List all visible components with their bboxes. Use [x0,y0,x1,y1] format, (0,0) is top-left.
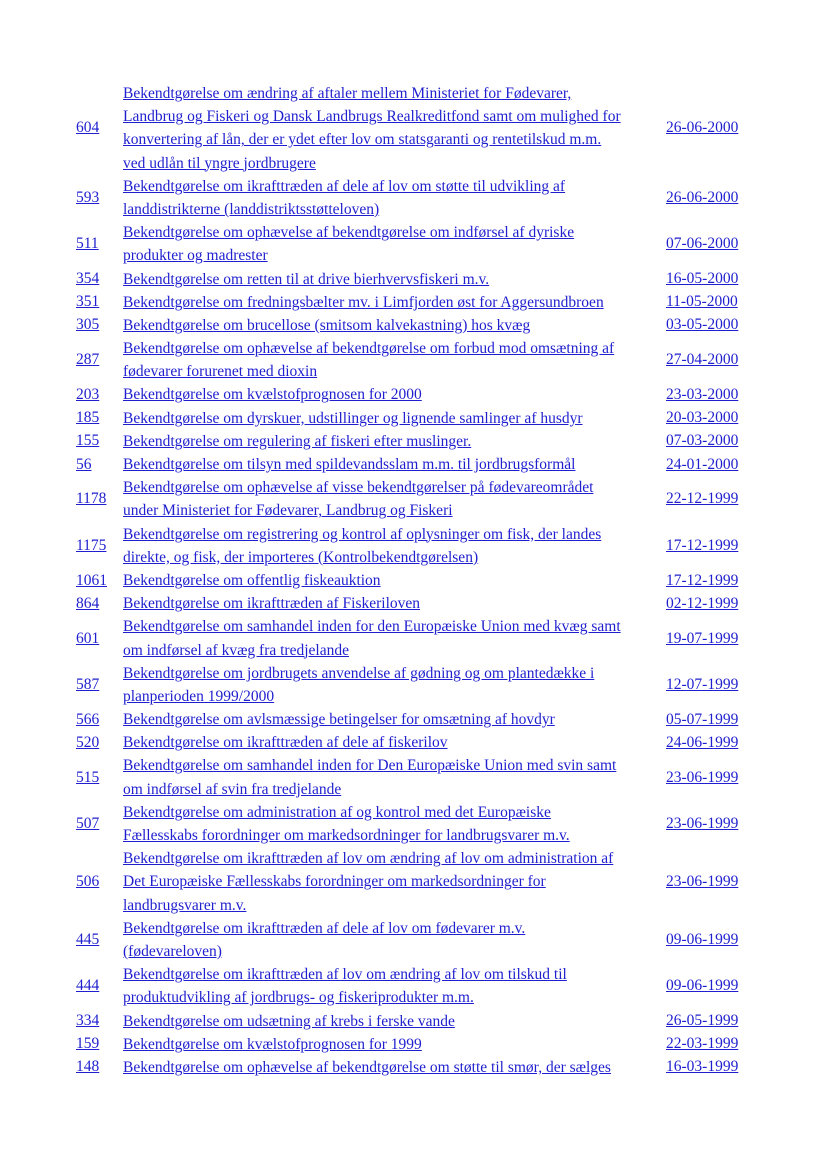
document-date-link[interactable]: 05-07-1999 [666,710,739,728]
list-item [76,801,750,847]
number-cell [76,1035,123,1053]
title-cell [123,917,666,963]
title-cell [123,754,666,800]
document-date-link[interactable]: 16-03-1999 [666,1058,739,1076]
number-cell [76,432,123,450]
document-number-link[interactable]: 506 [76,872,100,890]
document-title-link-line[interactable]: Bekendtgørelse om fredningsbælter mv. i Limfjorden øst for Aggersundbroen [123,293,604,311]
document-number-link[interactable]: 334 [76,1012,100,1030]
list-item [76,268,750,291]
document-date-link[interactable]: 12-07-1999 [666,675,739,693]
date-cell [666,873,750,891]
number-cell [76,456,123,474]
list-item [76,314,750,337]
title-cell [123,1033,666,1056]
document-number-link[interactable]: 444 [76,977,100,995]
document-date-link[interactable]: 19-07-1999 [666,629,739,647]
title-cell [123,1010,666,1033]
number-cell [76,815,123,833]
document-number-link[interactable]: 511 [76,235,99,253]
date-cell [666,1035,750,1053]
document-number-link[interactable]: 1178 [76,490,107,508]
document-date-link[interactable]: 09-06-1999 [666,977,739,995]
document-number-link[interactable]: 601 [76,629,100,647]
document-date-link[interactable]: 16-05-2000 [666,270,739,288]
document-date-link[interactable]: 20-03-2000 [666,409,739,427]
date-cell [666,432,750,450]
title-cell [123,314,666,337]
number-cell [76,873,123,891]
document-number-link[interactable]: 520 [76,733,100,751]
date-cell [666,409,750,427]
document-title-link-line[interactable]: ved udlån til yngre jordbrugere [123,154,316,172]
list-item [76,1056,750,1079]
document-title-link-line[interactable]: fødevarer forurenet med dioxin [123,363,318,381]
document-date-link[interactable]: 23-06-1999 [666,768,739,786]
document-title-link-line[interactable]: om indførsel af kvæg fra tredjelande [123,641,349,659]
title-cell [123,337,666,383]
title-cell [123,82,666,175]
document-number-link[interactable]: 566 [76,710,100,728]
document-date-link[interactable]: 09-06-1999 [666,930,739,948]
title-cell [123,453,666,476]
document-number-link[interactable]: 185 [76,409,100,427]
document-title-link-line[interactable]: Bekendtgørelse om administration af og kontrol med det Europæiske [123,803,551,821]
document-title-link-line[interactable]: Bekendtgørelse om ophævelse af bekendtgørelse om indførsel af dyriske [123,224,575,242]
document-number-link[interactable]: 445 [76,930,100,948]
title-cell [123,383,666,406]
number-cell [76,119,123,137]
date-cell [666,734,750,752]
date-cell [666,769,750,787]
document-title-link-line[interactable]: direkte, og fisk, der importeres (Kontrolbekendtgørelsen) [123,548,479,566]
date-cell [666,572,750,590]
list-item [76,430,750,453]
document-date-link[interactable]: 23-06-1999 [666,872,739,890]
document-list [76,82,750,1079]
date-cell [666,119,750,137]
date-cell [666,815,750,833]
date-cell [666,1058,750,1076]
document-title-link-line[interactable]: planperioden 1999/2000 [123,687,275,705]
document-title-link-line[interactable]: Bekendtgørelse om kvælstofprognosen for 1999 [123,1035,422,1053]
list-item [76,708,750,731]
document-date-link[interactable]: 22-12-1999 [666,490,739,508]
document-date-link[interactable]: 26-06-2000 [666,119,739,137]
list-item [76,453,750,476]
document-title-link-line[interactable]: (fødevareloven) [123,942,222,960]
document-date-link[interactable]: 22-03-1999 [666,1035,739,1053]
number-cell [76,931,123,949]
date-cell [666,189,750,207]
date-cell [666,456,750,474]
document-title-link-line[interactable]: Bekendtgørelse om ikrafttræden af lov om ændring af lov om tilskud til [123,966,567,984]
document-title-link-line[interactable]: landdistrikterne (landdistriktsstøtteloven) [123,200,380,218]
number-cell [76,537,123,555]
title-cell [123,731,666,754]
title-cell [123,708,666,731]
document-date-link[interactable]: 11-05-2000 [666,293,738,311]
date-cell [666,977,750,995]
document-date-link[interactable]: 03-05-2000 [666,316,739,334]
title-cell [123,801,666,847]
number-cell [76,270,123,288]
title-cell [123,662,666,708]
number-cell [76,1012,123,1030]
document-date-link[interactable]: 27-04-2000 [666,351,739,369]
document-number-link[interactable]: 1061 [76,571,107,589]
document-number-link[interactable]: 604 [76,119,100,137]
title-cell [123,1056,666,1079]
date-cell [666,351,750,369]
date-cell [666,595,750,613]
document-title-link-line[interactable]: Bekendtgørelse om ikrafttræden af dele af fiskerilov [123,734,448,752]
document-title-link-line[interactable]: Bekendtgørelse om tilsyn med spildevandsslam m.m. til jordbrugsformål [123,456,576,473]
number-cell [76,386,123,404]
document-title-link-line[interactable]: Bekendtgørelse om ophævelse af bekendtgørelse om forbud mod omsætning af [123,340,615,358]
list-item [76,291,750,314]
document-title-link-line[interactable]: Landbrug og Fiskeri og Dansk Landbrugs Realkreditfond samt om mulighed for [123,108,621,126]
document-date-link[interactable]: 26-05-1999 [666,1012,739,1030]
document-number-link[interactable]: 507 [76,815,100,832]
document-date-link[interactable]: 02-12-1999 [666,594,739,612]
document-title-link-line[interactable]: Fællesskabs forordninger om markedsordninger for landbrugsvarer m.v. [123,827,570,844]
title-cell [123,407,666,430]
title-cell [123,523,666,569]
document-date-link[interactable]: 07-06-2000 [666,235,739,253]
document-date-link[interactable]: 17-12-1999 [666,536,739,554]
document-date-link[interactable]: 17-12-1999 [666,571,739,589]
list-item [76,523,750,569]
list-item [76,175,750,221]
document-title-link-line[interactable]: Bekendtgørelse om ophævelse af bekendtgørelse om støtte til smør, der sælges [123,1058,611,1076]
document-title-link-line[interactable]: landbrugsvarer m.v. [123,896,247,914]
date-cell [666,293,750,311]
document-title-link-line[interactable]: Bekendtgørelse om ikrafttræden af dele af lov om fødevarer m.v. [123,919,526,937]
date-cell [666,490,750,508]
document-title-link-line[interactable]: under Ministeriet for Fødevarer, Landbrug og Fiskeri [123,502,453,520]
document-number-link[interactable]: 305 [76,316,100,334]
document-date-link[interactable]: 26-06-2000 [666,188,739,206]
date-cell [666,270,750,288]
document-number-link[interactable]: 56 [76,455,92,473]
document-number-link[interactable]: 159 [76,1035,100,1053]
document-title-link-line[interactable]: Bekendtgørelse om regulering af fiskeri efter muslinger. [123,432,472,450]
document-number-link[interactable]: 155 [76,432,100,450]
list-item [76,1010,750,1033]
document-title-link-line[interactable]: produkter og madrester [123,247,268,265]
list-item [76,917,750,963]
date-cell [666,931,750,949]
number-cell [76,293,123,311]
document-number-link[interactable]: 203 [76,386,100,404]
number-cell [76,711,123,729]
document-date-link[interactable]: 24-01-2000 [666,455,739,473]
document-date-link[interactable]: 23-06-1999 [666,815,739,832]
number-cell [76,734,123,752]
document-title-link-line[interactable]: Bekendtgørelse om ophævelse af visse bekendtgørelser på fødevareområdet [123,479,594,497]
document-number-link[interactable]: 148 [76,1058,100,1076]
document-title-link-line[interactable]: Bekendtgørelse om retten til at drive bierhvervsfiskeri m.v. [123,270,490,288]
list-item [76,221,750,267]
number-cell [76,769,123,787]
date-cell [666,630,750,648]
list-item [76,592,750,615]
number-cell [76,630,123,648]
document-title-link-line[interactable]: Bekendtgørelse om jordbrugets anvendelse af gødning og om plantedække i [123,664,595,682]
date-cell [666,316,750,334]
document-date-link[interactable]: 23-03-2000 [666,386,739,404]
title-cell [123,268,666,291]
date-cell [666,386,750,404]
list-item [76,615,750,661]
date-cell [666,537,750,555]
document-number-link[interactable]: 354 [76,270,100,288]
list-item [76,476,750,522]
document-number-link[interactable]: 515 [76,768,100,786]
title-cell [123,569,666,592]
list-item [76,82,750,175]
document-title-link-line[interactable]: konvertering af lån, der er ydet efter lov om statsgaranti og rentetilskud m.m. [123,131,602,149]
title-cell [123,175,666,221]
document-title-link-line[interactable]: Bekendtgørelse om udsætning af krebs i ferske vande [123,1012,455,1030]
number-cell [76,351,123,369]
list-item [76,407,750,430]
document-number-link[interactable]: 587 [76,675,100,693]
document-title-link-line[interactable]: produktudvikling af jordbrugs- og fiskeriprodukter m.m. [123,989,474,1007]
date-cell [666,235,750,253]
number-cell [76,1058,123,1076]
list-item [76,754,750,800]
document-title-link-line[interactable]: Det Europæiske Fællesskabs forordninger om markedsordninger for [123,873,546,891]
list-item [76,1033,750,1056]
title-cell [123,615,666,661]
document-title-link-line[interactable]: Bekendtgørelse om avlsmæssige betingelser for omsætning af hovdyr [123,711,555,729]
number-cell [76,490,123,508]
list-item [76,383,750,406]
number-cell [76,572,123,590]
title-cell [123,291,666,314]
list-item [76,662,750,708]
document-title-link-line[interactable]: om indførsel af svin fra tredjelande [123,780,342,798]
list-item [76,569,750,592]
title-cell [123,221,666,267]
date-cell [666,711,750,729]
date-cell [666,1012,750,1030]
document-title-link-line[interactable]: Bekendtgørelse om ikrafttræden af dele af lov om støtte til udvikling af [123,177,566,195]
document-number-link[interactable]: 593 [76,188,100,206]
document-number-link[interactable]: 351 [76,293,100,311]
title-cell [123,430,666,453]
document-title-link-line[interactable]: Bekendtgørelse om ikrafttræden af Fiskeriloven [123,595,421,613]
document-date-link[interactable]: 24-06-1999 [666,733,739,751]
title-cell [123,592,666,615]
document-title-link-line[interactable]: Bekendtgørelse om dyrskuer, udstillinger og lignende samlinger af husdyr [123,409,583,427]
list-item [76,963,750,1009]
list-item [76,847,750,917]
document-title-link-line[interactable]: Bekendtgørelse om samhandel inden for Den Europæiske Union med svin samt [123,757,617,775]
number-cell [76,977,123,995]
number-cell [76,409,123,427]
document-date-link[interactable]: 07-03-2000 [666,432,739,450]
document-title-link-line[interactable]: Bekendtgørelse om registrering og kontrol af oplysninger om fisk, der landes [123,525,602,543]
list-item [76,731,750,754]
document-number-link[interactable]: 287 [76,351,100,369]
document-title-link-line[interactable]: Bekendtgørelse om kvælstofprognosen for 2000 [123,386,422,404]
title-cell [123,963,666,1009]
document-title-link-line[interactable]: Bekendtgørelse om ikrafttræden af lov om ændring af lov om administration af [123,850,614,868]
title-cell [123,847,666,917]
document-title-link-line[interactable]: Bekendtgørelse om ændring af aftaler mellem Ministeriet for Fødevarer, [123,85,572,102]
document-title-link-line[interactable]: Bekendtgørelse om samhandel inden for den Europæiske Union med kvæg samt [123,618,621,636]
date-cell [666,676,750,694]
list-item [76,337,750,383]
document-number-link[interactable]: 864 [76,594,100,612]
number-cell [76,595,123,613]
title-cell [123,476,666,522]
document-number-link[interactable]: 1175 [76,536,107,554]
number-cell [76,235,123,253]
document-title-link-line[interactable]: Bekendtgørelse om brucellose (smitsom kalvekastning) hos kvæg [123,316,531,334]
number-cell [76,676,123,694]
document-title-link-line[interactable]: Bekendtgørelse om offentlig fiskeauktion [123,571,381,589]
number-cell [76,189,123,207]
number-cell [76,316,123,334]
